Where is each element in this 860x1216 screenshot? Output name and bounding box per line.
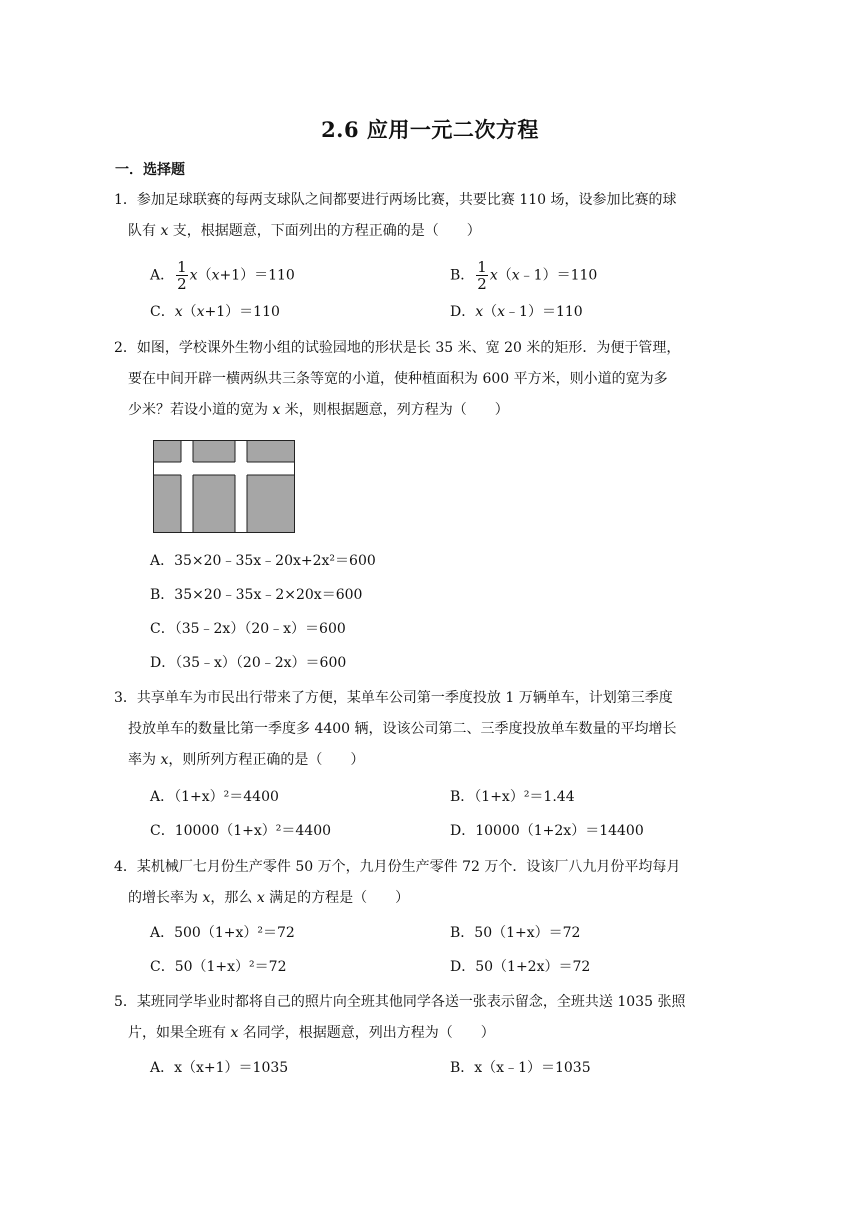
option-b[interactable]: B．35×20﹣35x﹣2×20x＝600 xyxy=(150,587,363,603)
option-a[interactable]: A．（1+x）²＝4400 xyxy=(150,789,279,805)
option-text: （ xyxy=(197,267,212,284)
numerator: 1 xyxy=(177,258,187,276)
option-a[interactable]: A．35×20﹣35x﹣20x+2x²＝600 xyxy=(150,553,376,569)
vertical-path-right xyxy=(235,441,247,533)
option-label: A． xyxy=(150,267,175,284)
question-stem: ，那么 xyxy=(210,890,257,906)
question-stem: 某机械厂七月份生产零件 50 万个，九月份生产零件 72 万个．设该厂八九月份平均每月 xyxy=(136,859,681,875)
variable-x: x xyxy=(230,1025,239,1041)
option-label: D． xyxy=(450,304,476,320)
variable-x: x xyxy=(489,267,498,284)
question-stem: 投放单车的数量比第一季度多 4400 辆，设该公司第二、三季度投放单车数量的平均增长 xyxy=(128,721,677,737)
denominator: 2 xyxy=(477,275,487,293)
horizontal-path xyxy=(154,462,295,475)
vertical-path-left xyxy=(181,441,193,533)
question-stem: 队有 xyxy=(128,223,161,239)
question-stem: 名同学，根据题意，列出方程为（ ） xyxy=(238,1025,495,1041)
option-b[interactable] xyxy=(450,260,597,291)
section-heading: 一．选择题 xyxy=(115,162,185,178)
question-stem: 支，根据题意，下面列出的方程正确的是（ ） xyxy=(168,223,481,239)
question-1 xyxy=(114,185,733,247)
option-text: ﹣1）＝110 xyxy=(505,304,583,320)
question-stem: 共享单车为市民出行带来了方便，某单车公司第一季度投放 1 万辆单车，计划第三季度 xyxy=(136,690,673,706)
question-number: 4． xyxy=(114,859,137,875)
variable-x: x xyxy=(196,304,205,320)
question-stem: 率为 xyxy=(128,752,161,768)
question-stem: 米，则根据题意，列方程为（ ） xyxy=(280,402,509,418)
question-stem: ，则所列方程正确的是（ ） xyxy=(168,752,365,768)
option-text: ﹣1）＝110 xyxy=(519,267,598,284)
question-stem: 某班同学毕业时都将自己的照片向全班其他同学各送一张表示留念，全班共送 1035 张照 xyxy=(136,994,686,1010)
question-4 xyxy=(114,852,733,914)
option-b[interactable]: B．x（x﹣1）＝1035 xyxy=(450,1060,591,1076)
option-text: +1）＝110 xyxy=(204,304,280,320)
option-text: （ xyxy=(483,304,498,320)
question-2 xyxy=(114,333,733,426)
question-stem: 如图，学校课外生物小组的试验园地的形状是长 35 米、宽 20 米的矩形．为便于管理， xyxy=(136,340,681,356)
option-a[interactable]: A．500（1+x）²＝72 xyxy=(150,925,295,941)
variable-x: x xyxy=(160,223,169,239)
question-number: 2． xyxy=(114,340,137,356)
option-d[interactable]: D．50（1+2x）＝72 xyxy=(450,959,591,975)
option-text: +1）＝110 xyxy=(219,267,295,284)
variable-x: x xyxy=(272,402,281,418)
question-stem: 的增长率为 xyxy=(128,890,203,906)
option-d[interactable]: D．10000（1+2x）＝14400 xyxy=(450,823,644,839)
question-5 xyxy=(114,987,733,1049)
fraction xyxy=(176,260,188,291)
question-stem: 参加足球联赛的每两支球队之间都要进行两场比赛，共要比赛 110 场，设参加比赛的球 xyxy=(136,192,677,208)
option-d[interactable]: D．（35﹣x）（20﹣2x）＝600 xyxy=(150,655,347,671)
option-label: C． xyxy=(150,304,175,320)
garden-plot-figure xyxy=(153,440,296,534)
question-stem: 满足的方程是（ ） xyxy=(264,890,410,906)
variable-x: x xyxy=(497,304,506,320)
option-label: B． xyxy=(450,267,475,284)
question-stem: 少米？若设小道的宽为 xyxy=(128,402,273,418)
option-c[interactable]: C．10000（1+x）²＝4400 xyxy=(150,823,332,839)
variable-x: x xyxy=(511,267,520,284)
page-title: 2.6 应用一元二次方程 xyxy=(321,117,539,142)
denominator: 2 xyxy=(177,275,187,293)
variable-x: x xyxy=(174,304,183,320)
fraction xyxy=(476,260,488,291)
variable-x: x xyxy=(160,752,169,768)
option-b[interactable]: B．（1+x）²＝1.44 xyxy=(450,789,575,805)
variable-x: x xyxy=(189,267,198,284)
question-number: 1． xyxy=(114,192,137,208)
variable-x: x xyxy=(475,304,484,320)
numerator: 1 xyxy=(477,258,487,276)
option-c[interactable]: C．（35﹣2x）（20﹣x）＝600 xyxy=(150,621,346,637)
variable-x: x xyxy=(211,267,220,284)
option-c[interactable]: C．50（1+x）²＝72 xyxy=(150,959,287,975)
option-a[interactable]: A．x（x+1）＝1035 xyxy=(150,1060,289,1076)
question-stem: 片，如果全班有 xyxy=(128,1025,231,1041)
option-b[interactable]: B．50（1+x）＝72 xyxy=(450,925,581,941)
option-a[interactable] xyxy=(150,260,295,291)
question-number: 5． xyxy=(114,994,137,1010)
variable-x: x xyxy=(202,890,211,906)
option-text: （ xyxy=(497,267,512,284)
question-number: 3． xyxy=(114,690,137,706)
option-c[interactable] xyxy=(150,302,280,322)
variable-x: x xyxy=(256,890,265,906)
plot-area xyxy=(154,441,295,533)
question-stem: 要在中间开辟一横两纵共三条等宽的小道，使种植面积为 600 平方米，则小道的宽为多 xyxy=(128,371,668,387)
question-3 xyxy=(114,683,733,776)
option-text: （ xyxy=(182,304,197,320)
option-d[interactable] xyxy=(450,302,583,322)
